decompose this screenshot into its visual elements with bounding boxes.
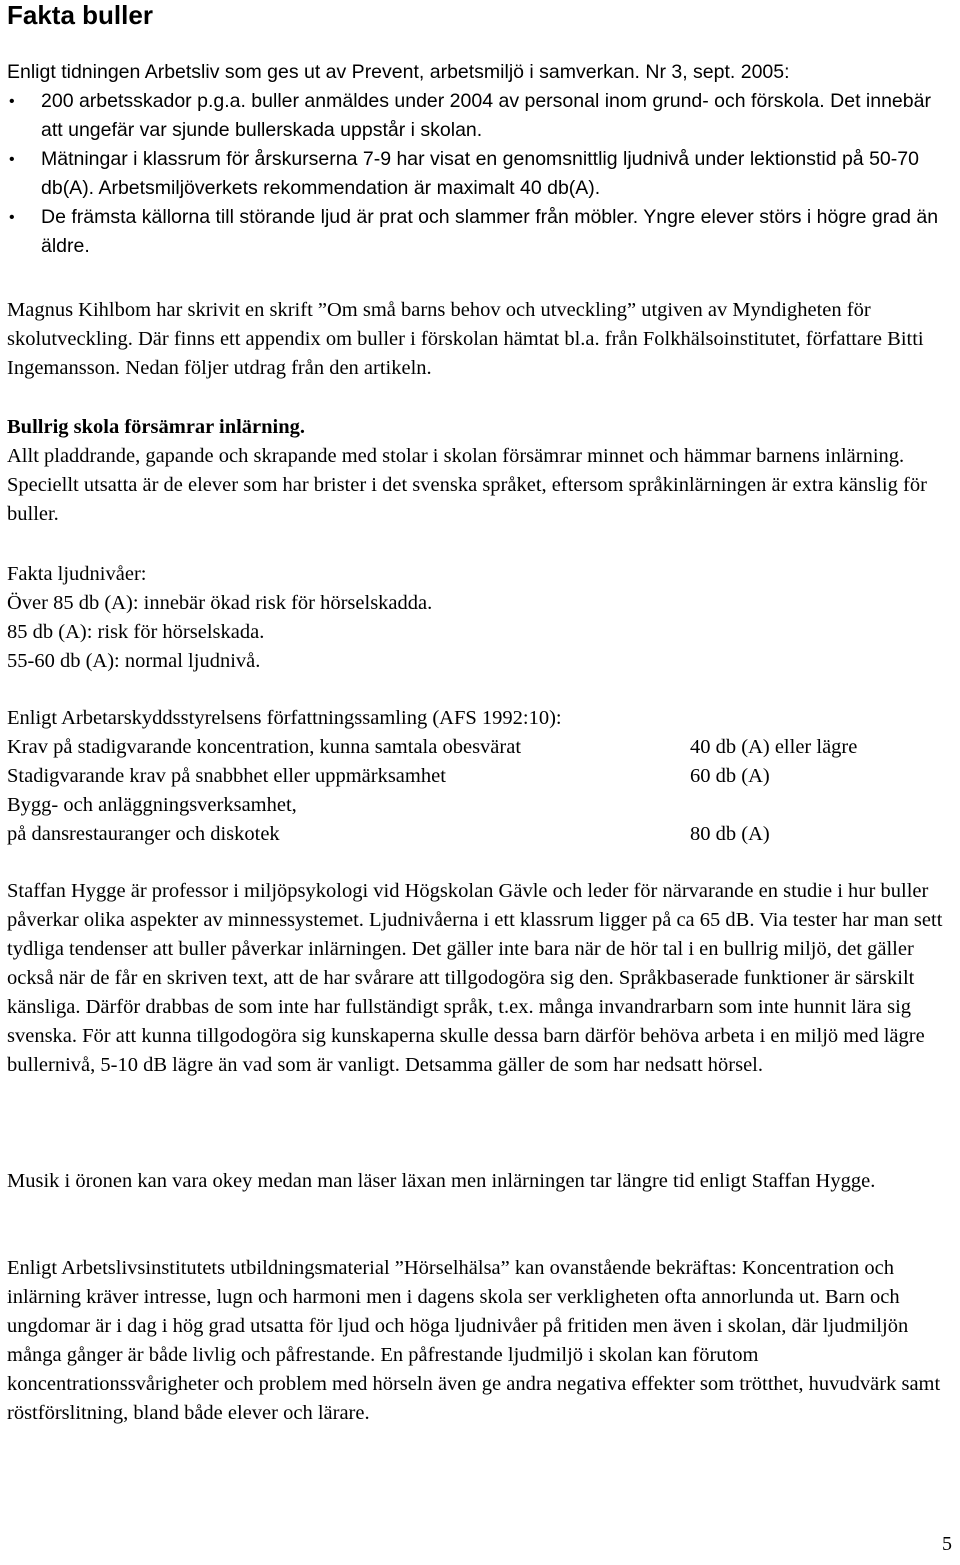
- fakta-section: [7, 560, 953, 676]
- afs-requirement: Bygg- och anläggningsverksamhet,: [7, 794, 297, 816]
- intro-text: Enligt tidningen Arbetsliv som ges ut av Prevent, arbetsmiljö i samverkan. Nr 3, sept. 2005:: [7, 61, 790, 83]
- afs-row: [7, 762, 953, 791]
- afs-level: 60 db (A): [690, 765, 770, 787]
- fakta-line: 85 db (A): risk för hörselskada.: [7, 621, 265, 643]
- fakta-line: 55-60 db (A): normal ljudnivå.: [7, 650, 261, 672]
- fakta-line: Över 85 db (A): innebär ökad risk för hörselskadda.: [7, 592, 433, 614]
- bullrig-section: [7, 413, 953, 529]
- afs-level: 80 db (A): [690, 823, 770, 845]
- bullrig-paragraph: Allt pladdrande, gapande och skrapande med stolar i skolan försämrar minnet och hämmar barnens inlärning. Speciellt utsatta är de elever som har brister i det svenska språket, eftersom språkinlärningen är extra känslig för buller.: [7, 445, 927, 525]
- afs-row: [7, 791, 953, 820]
- bullet-icon: •: [9, 151, 15, 168]
- intro-section: [7, 58, 953, 261]
- fakta-heading: Fakta ljudnivåer:: [7, 563, 147, 585]
- magnus-paragraph: Magnus Kihlbom har skrivit en skrift ”Om små barns behov och utveckling” utgiven av Myndigheten för skolutveckling. Där finns ett appendix om buller i förskolan hämtat bl.a. från Folkhälsoinstitutet, författare Bitti Ingemansson. Nedan följer utdrag från den artikeln.: [7, 299, 924, 379]
- arbetsliv-paragraph: Enligt Arbetslivsinstitutets utbildningsmaterial ”Hörselhälsa” kan ovanstående bekräftas: Koncentration och inlärning kräver intresse, lugn och harmoni men i dagens skola ser verkligheten ofta annorlunda ut. Barn och ungdomar är i dag i hög grad utsatta för ljud och höga ljudnivåer på fritiden men även i skolan, där ljudmiljön många gånger är både livlig och påfrestande. En påfrestande ljudmiljö i skolan kan förutom koncentrationssvårigheter och problem med hörseln även ge andra negativa effekter som trötthet, huvudvärk samt röstförslitning, bland både elever och lärare.: [7, 1257, 941, 1424]
- bullet-icon: •: [9, 209, 15, 226]
- page-number: 5: [942, 1533, 952, 1555]
- bullet-item: • Mätningar i klassrum för årskurserna 7-9 har visat en genomsnittlig ljudnivå under lektionstid på 50-70 db(A). Arbetsmiljöverkets rekommendation är maximalt 40 db(A).: [7, 145, 953, 203]
- bullet-icon: •: [9, 93, 15, 110]
- hygge-paragraph: Staffan Hygge är professor i miljöpsykologi vid Högskolan Gävle och leder för närvarande en studie i hur buller påverkar olika aspekter av minnessystemet. Ljudnivåerna i ett klassrum ligger på ca 65 dB. Via tester har man sett tydliga tendenser att buller påverkar inlärningen. Det gäller inte bara när de hör tal i en bullrig miljö, det gäller också när de får en skriven text, att de har svårare att tillgodogöra sig den. Språkbaserade funktioner är särskilt känsliga. Därför drabbas de som inte har fullständigt språk, t.ex. många invandrarbarn som inte hunnit lära sig svenska. För att kunna tillgodogöra sig kunskaperna skulle dessa barn därför behöva arbeta i en miljö med lägre bullernivå, 5-10 dB lägre än vad som är vanligt. Detsamma gäller de som har nedsatt hörsel.: [7, 880, 943, 1076]
- bullet-list: [7, 87, 953, 261]
- afs-requirement: Stadigvarande krav på snabbhet eller uppmärksamhet: [7, 765, 446, 787]
- afs-section: [7, 704, 953, 849]
- afs-requirement: på dansrestauranger och diskotek: [7, 823, 280, 845]
- bullrig-heading: Bullrig skola försämrar inlärning.: [7, 416, 306, 438]
- afs-row: [7, 820, 953, 849]
- bullet-item: • 200 arbetsskador p.g.a. buller anmäldes under 2004 av personal inom grund- och förskola. Det innebär att ungefär var sjunde bullerskada uppstår i skolan.: [7, 87, 953, 145]
- afs-level: 40 db (A) eller lägre: [690, 736, 858, 758]
- musik-paragraph: Musik i öronen kan vara okey medan man läser läxan men inlärningen tar längre tid enligt Staffan Hygge.: [7, 1170, 876, 1192]
- afs-heading: Enligt Arbetarskyddsstyrelsens författningssamling (AFS 1992:10):: [7, 707, 562, 729]
- afs-requirement: Krav på stadigvarande koncentration, kunna samtala obesvärat: [7, 736, 522, 758]
- page-title: Fakta buller: [7, 0, 153, 30]
- bullet-item: • De främsta källorna till störande ljud är prat och slammer från möbler. Yngre elever störs i högre grad än äldre.: [7, 203, 953, 261]
- afs-row: [7, 733, 953, 762]
